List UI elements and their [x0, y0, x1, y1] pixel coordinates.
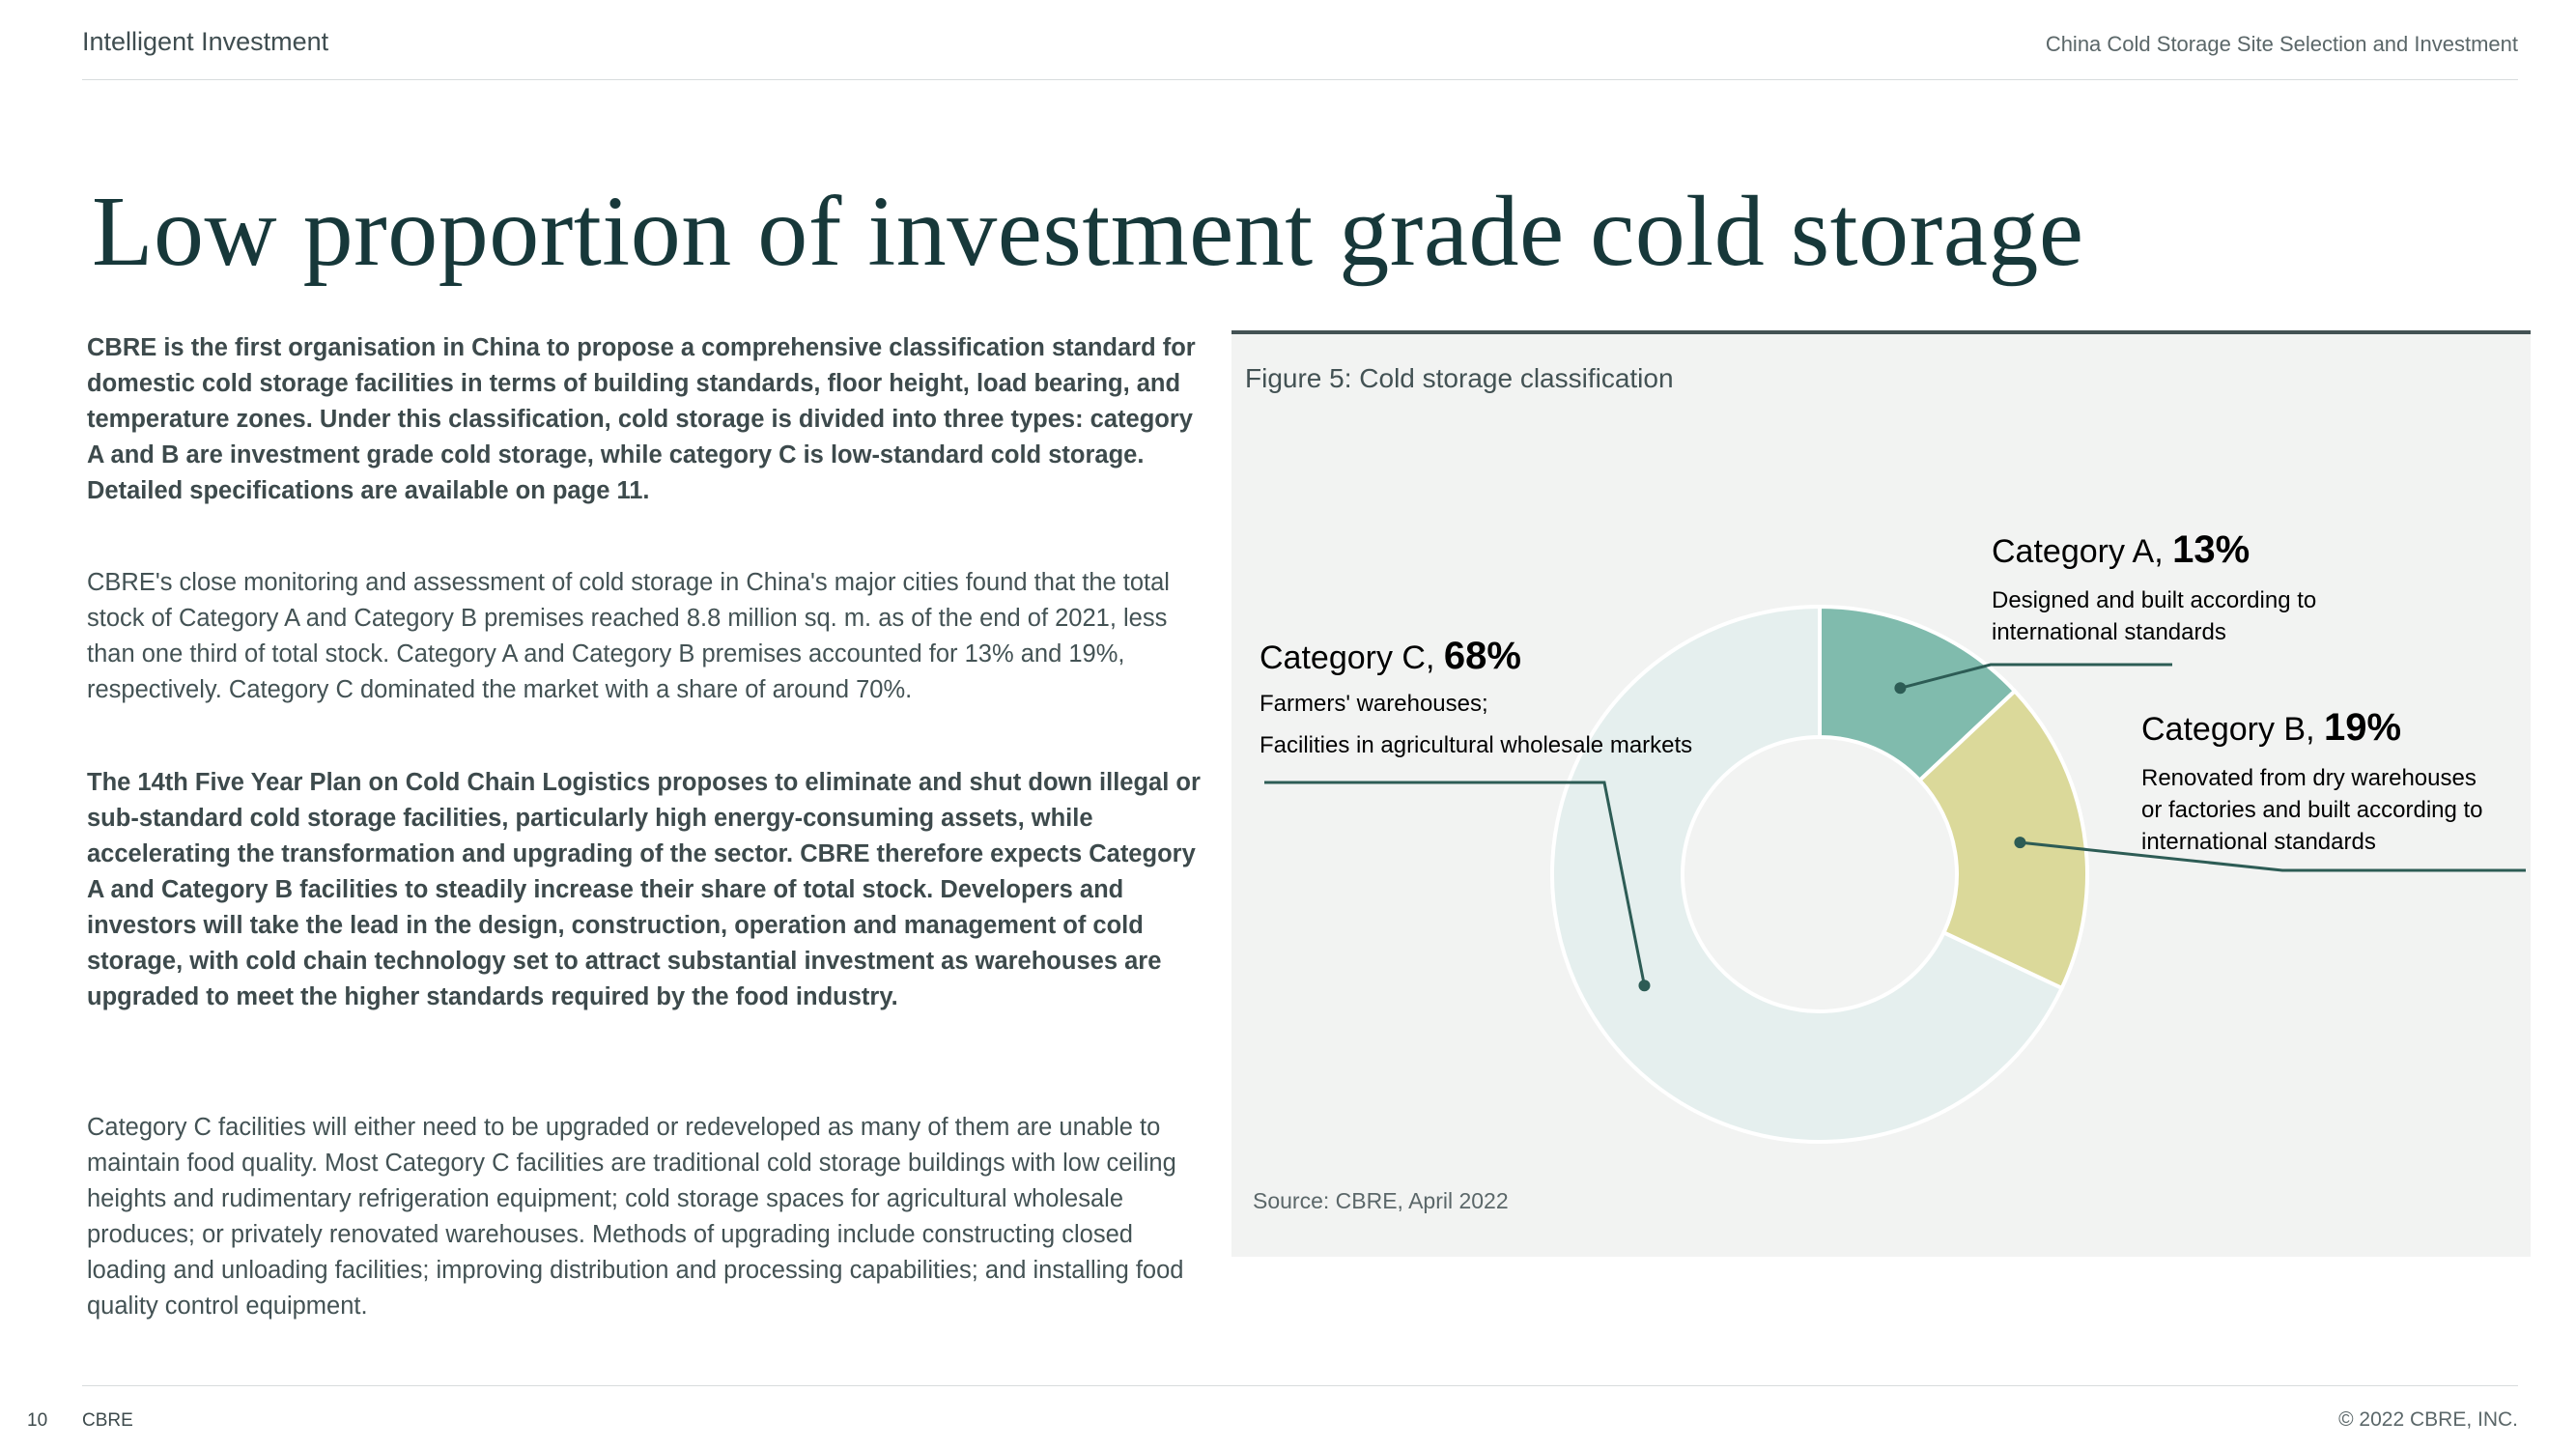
- leader-dot-category-c: [1638, 980, 1650, 991]
- paragraph-intro: CBRE is the first organisation in China to propose a comprehensive classification standard for domestic cold storage facilities in terms of building standards, floor height, load bearing, and temperature zones. Under this classification, cold storage is divided into three types: category A and B are investment grade cold storage, while category C is low-standard cold storage. Detailed specifications are available on page 11.: [87, 334, 1196, 504]
- paragraph-category-c: Category C facilities will either need to be upgraded or redeveloped as many of them are unable to maintain food quality. Most Category C facilities are traditional cold storage buildings with low ceiling heights and rudimentary refrigeration equipment; cold storage spaces for agricultural wholesale produces; or privately renovated warehouses. Methods of upgrading include constructing closed loading and unloading facilities; improving distribution and processing capabilities; and installing food quality control equipment.: [87, 1114, 1184, 1320]
- category-b-label: Category B, 19%: [2141, 706, 2402, 749]
- category-a-desc-2: international standards: [1992, 619, 2226, 645]
- donut-chart: [1231, 334, 2531, 1257]
- footer-brand: CBRE: [82, 1410, 133, 1431]
- category-c-label: Category C, 68%: [1260, 635, 1521, 677]
- category-b-desc-1: Renovated from dry warehouses: [2141, 765, 2477, 791]
- header-report-title: China Cold Storage Site Selection and Investment: [2045, 32, 2518, 56]
- figure-panel: [1231, 330, 2531, 1257]
- leader-dot-category-a: [1894, 682, 1906, 694]
- page-title: Low proportion of investment grade cold storage: [92, 176, 2084, 287]
- category-b-desc-3: international standards: [2141, 829, 2376, 855]
- category-b-desc-2: or factories and built according to: [2141, 797, 2483, 823]
- page-number: 10: [27, 1410, 48, 1431]
- footer-copyright: © 2022 CBRE, INC.: [2338, 1408, 2518, 1431]
- category-a-desc-1: Designed and built according to: [1992, 587, 2317, 613]
- leader-dot-category-b: [2014, 837, 2025, 848]
- paragraph-market-stock: CBRE's close monitoring and assessment of cold storage in China's major cities found that the total stock of Category A and Category B premises reached 8.8 million sq. m. as of the end of 2021, less than one third of total stock. Category A and Category B premises accounted for 13% and 19%, respectively. Category C dominated the market with a share of around 70%.: [87, 569, 1170, 703]
- figure-source: Source: CBRE, April 2022: [1253, 1188, 1509, 1213]
- paragraph-five-year-plan: The 14th Five Year Plan on Cold Chain Logistics proposes to eliminate and shut down illegal or sub-standard cold storage facilities, particularly high energy-consuming assets, while accelerating the transformation and upgrading of the sector. CBRE therefore expects Category A and Category B facilities to steadily increase their share of total stock. Developers and investors will take the lead in the design, construction, operation and management of cold storage, with cold chain technology set to attract substantial investment as warehouses are upgraded to meet the higher standards required by the food industry.: [87, 769, 1201, 1010]
- footer-divider: [82, 1385, 2518, 1386]
- category-c-desc-2: Facilities in agricultural wholesale markets: [1260, 732, 1693, 758]
- category-a-label: Category A, 13%: [1992, 528, 2250, 571]
- header-brand: Intelligent Investment: [82, 27, 329, 56]
- category-c-desc-1: Farmers' warehouses;: [1260, 691, 1488, 717]
- header-divider: [82, 79, 2518, 80]
- figure-title: Figure 5: Cold storage classification: [1245, 363, 1674, 393]
